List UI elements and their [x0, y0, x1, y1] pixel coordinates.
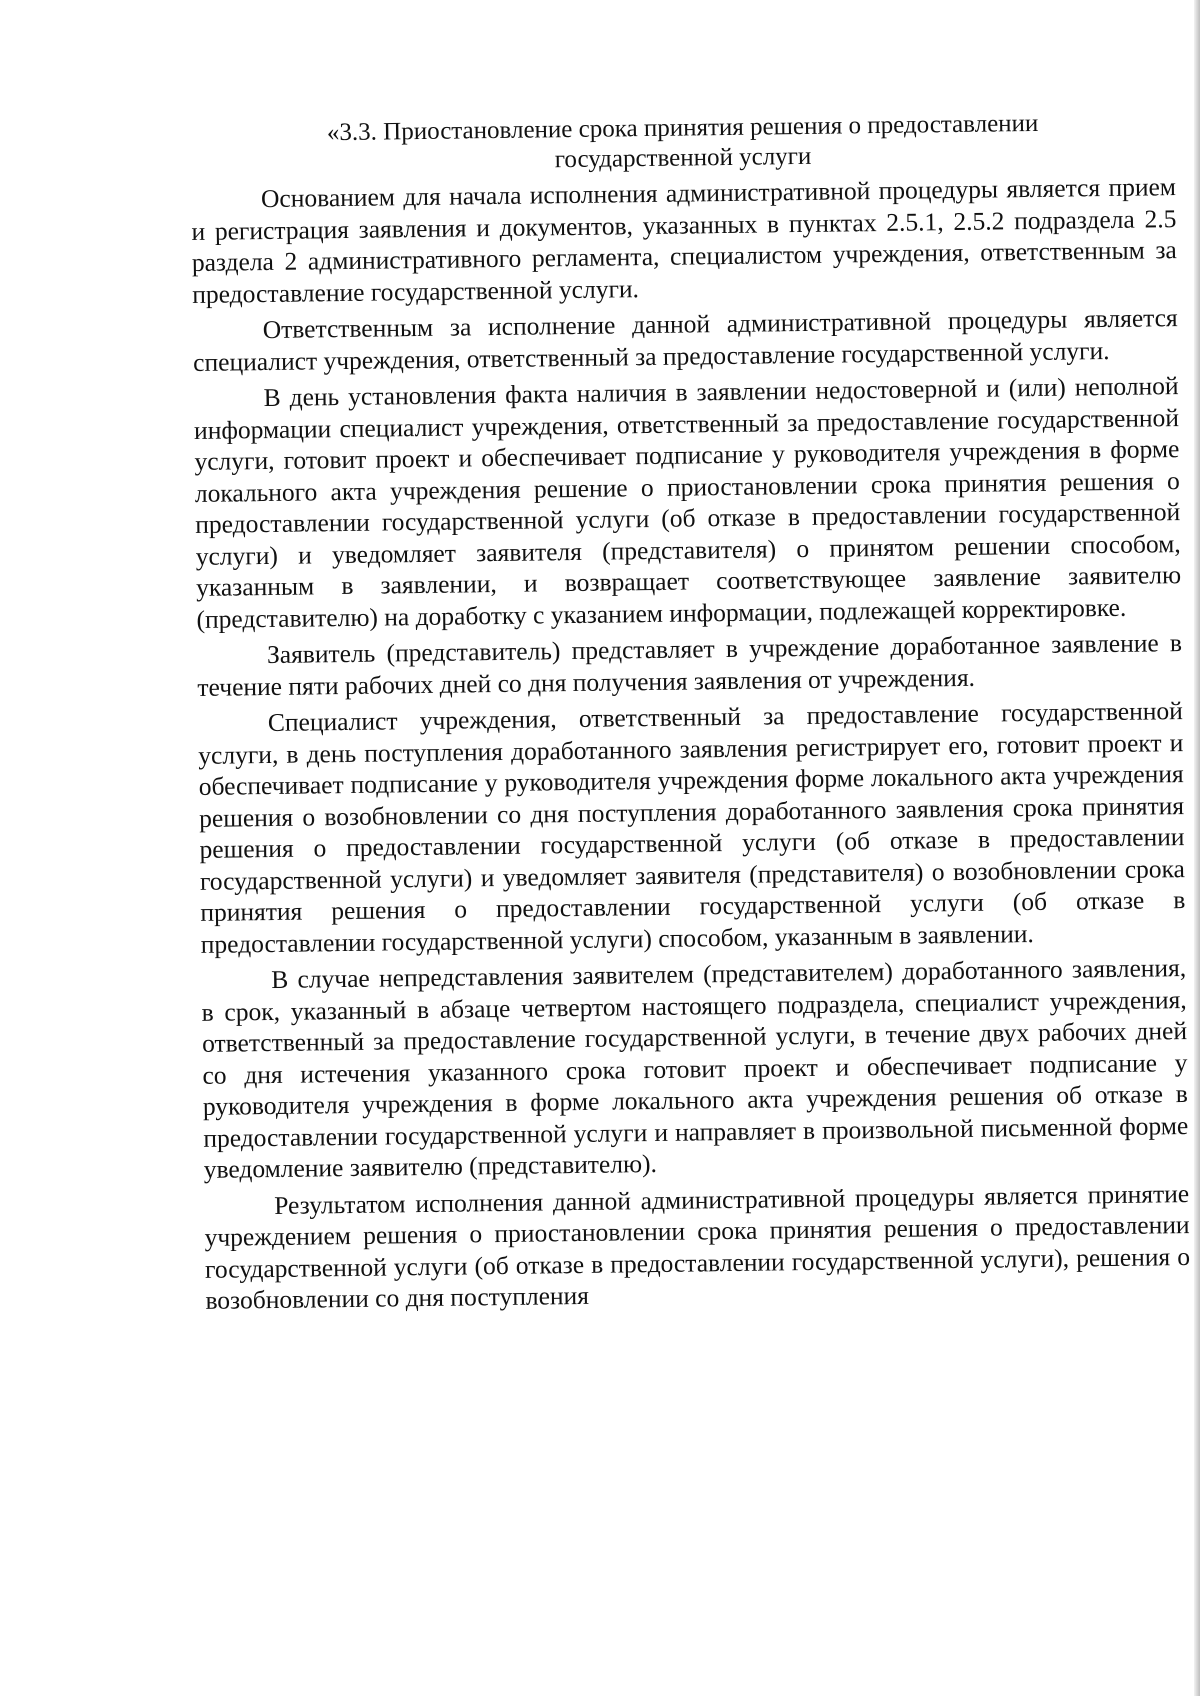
- paragraph-2: Ответственным за исполнение данной административной процедуры является специалист учреждения, ответственный за предоставление государственной услуги.: [192, 303, 1178, 377]
- paragraph-6: В случае непредставления заявителем (представителем) доработанного заявления, в срок, указанный в абзаце четвертом настоящего подраздела, специалист учреждения, ответственный за предоставление государственной услуги, в течение двух рабочих дней со дня истечения указанного срока готовит проект и обеспечивает подписание у руководителя учреждения в форме локального акта учреждения решения об отказе в предоставлении государственной услуги и направляет в произвольной письменной форме уведомление заявителю (представителю).: [201, 953, 1189, 1184]
- document-body: [190, 107, 1191, 1321]
- section-heading: [190, 107, 1176, 180]
- section-heading-line-2: государственной услуги: [554, 142, 812, 174]
- paragraph-3: В день установления факта наличия в заявлении недостоверной и (или) неполной информации специалист учреждения, ответственный за предоставление государственной услуги, готовит проект и обеспечивает подписание у руководителя учреждения в форме локального акта учреждения решение о приостановлении срока принятия решения о предоставлении государственной услуги (об отказе в предоставлении государственной услуги) и уведомляет заявителя (представителя) о принятом решении способом, указанным в заявлении, и возвращает соответствующее заявление заявителю (представителю) на доработку с указанием информации, подлежащей корректировке.: [193, 371, 1182, 634]
- paragraph-7: Результатом исполнения данной административной процедуры является принятие учреждением решения о приостановлении срока принятия решения о предоставлении государственной услуги (об отказе в предоставлении государственной услуги), решения о возобновлении со дня поступления: [204, 1178, 1191, 1315]
- paragraph-4: Заявитель (представитель) представляет в учреждение доработанное заявление в течение пяти рабочих дней со дня получения заявления от учреждения.: [197, 628, 1183, 702]
- paragraph-5: Специалист учреждения, ответственный за предоставление государственной услуги, в день поступления доработанного заявления регистрирует его, готовит проект и обеспечивает подписание у руководителя учреждения форме локального акта учреждения решения о возобновлении со дня поступления доработанного заявления срока принятия решения о предоставлении государственной услуги (об отказе в предоставлении государственной услуги) и уведомляет заявителя (представителя) о возобновлении срока принятия решения о предоставлении государственной услуги (об отказе в предоставлении государственной услуги) способом, указанным в заявлении.: [198, 696, 1186, 959]
- paragraph-1: Основанием для начала исполнения административной процедуры является прием и регистрация заявления и документов, указанных в пунктах 2.5.1, 2.5.2 подраздела 2.5 раздела 2 административного регламента, специалистом учреждения, ответственным за предоставление государственной услуги.: [191, 172, 1177, 309]
- section-heading-line-1: «3.3. Приостановление срока принятия решения о предоставлении: [326, 109, 1039, 147]
- page-edge-shadow: [1194, 0, 1200, 1696]
